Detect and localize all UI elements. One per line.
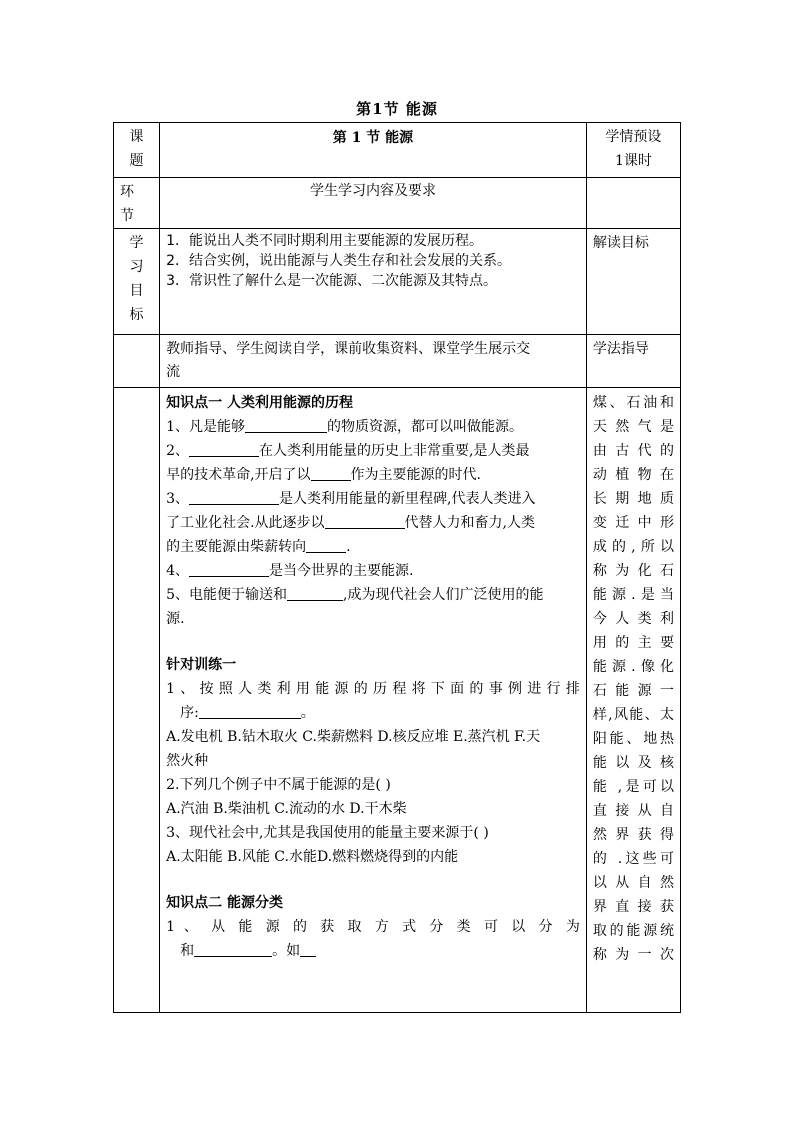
answer-blank[interactable] [194,940,272,957]
training-question-2: 2.下列几个例子中不属于能源的是( ) [166,777,391,793]
answer-blank[interactable] [311,464,351,481]
training-question-1: 1、按照人类利用能源的历程将下面的事例进行排 [166,681,580,697]
stage-label-line: 环 [120,184,134,200]
training-1-title: 针对训练一 [166,657,237,673]
goals-row [114,229,681,335]
teaching-method [160,335,587,388]
answer-blank[interactable] [189,560,269,577]
training-question-1-cont: 序: 。 [166,701,580,725]
section-row [114,178,681,229]
goals-label-cell [114,229,160,335]
knowledge-content [160,388,587,1013]
side-note-line: 用 的 主 要 [592,635,674,651]
answer-blank[interactable] [300,940,316,957]
side-note-line: 取的能源统 [592,923,674,939]
student-preset-label: 学情预设 [605,129,662,145]
side-note-line: 阳能、地热 [592,731,674,747]
answer-blank[interactable] [306,536,346,553]
answer-blank[interactable] [325,512,405,529]
goal-item: 3．常识性了解什么是一次能源、二次能源及其特点。 [166,273,497,289]
study-method-label: 学法指导 [586,335,680,388]
training-question-2-options: A.汽油 B.柴油机 C.流动的水 D.干木柴 [166,801,407,817]
training-question-3-options: A.太阳能 B.风能 C.水能D.燃料燃烧得到的内能 [166,849,459,865]
side-note-line: 能 ,是可以 [592,779,674,795]
document-title: 第1节 能源 [356,100,438,118]
side-note-line: 成的,所以 [592,539,674,555]
empty-cell [114,388,160,1013]
interpret-goals-label: 解读目标 [586,229,680,335]
side-note-fossil-energy [586,388,680,1013]
side-note-line: 的 .这些可 [592,851,674,867]
content-requirements-heading: 学生学习内容及要求 [160,178,587,229]
side-note-line: 能源.像化 [592,659,674,675]
side-note-line: 变 迁 中 形 [592,515,674,531]
method-row [114,335,681,388]
topic-label-line: 课 [129,129,144,145]
side-note-line: 煤、石油和 [592,395,674,411]
topic-label-line: 题 [129,153,144,169]
teaching-method-line: 流 [166,364,181,380]
kp2-question-1: 1 、 从 能 源 的 获 取 方 式 分 类 可 以 分 为 [166,919,580,935]
answer-blank[interactable] [189,488,279,505]
goal-item: 1．能说出人类不同时期利用主要能源的发展历程。 [166,233,483,249]
goals-label-line: 目 [129,283,144,299]
goals-label-line: 学 [129,235,144,251]
knowledge-point-2-title: 知识点二 能源分类 [166,895,283,911]
lesson-plan-table [113,122,681,1013]
side-note-line: 长 期 地 质 [592,491,674,507]
side-note-line: 称 为 一 次 [592,947,674,963]
stage-label-line: 节 [120,208,134,224]
empty-cell [114,335,160,388]
question-4: 4、 是当今世界的主要能源. [166,559,580,583]
training-question-1-options: A.发电机 B.钻木取火 C.柴薪燃料 D.核反应堆 E.蒸汽机 F.天 然火种 [166,729,541,769]
teaching-method-line: 教师指导、学生阅读自学，课前收集资料、课堂学生展示交 [166,341,531,357]
side-note-line: 能 以 及 核 [592,755,674,771]
empty-cell [586,178,680,229]
side-note-line: 石 能 源 一 [592,683,674,699]
side-note-line: 能源.是当 [592,587,674,603]
question-3: 3、 是人类利用能量的新里程碑,代表人类进入 了工业化社会.从此逐步以 代替人力和畜力,人类 的主要能源由柴薪转向 . [166,487,580,559]
question-2: 2、 在人类利用能量的历史上非常重要,是人类最 早的技术革命,开启了以 作为主要能源的时代. [166,439,580,487]
side-note-line: 样,风能、太 [592,707,674,723]
goals-label-line: 标 [129,307,144,323]
side-note-line: 动 植 物 在 [592,467,674,483]
side-note-line: 称 为 化 石 [592,563,674,579]
side-note-line: 以 从 自 然 [592,875,674,891]
content-row [114,388,681,1013]
goals-label-line: 习 [129,259,144,275]
side-note-line: 由 古 代 的 [592,443,674,459]
lesson-title: 第 1 节 能源 [160,123,587,178]
goal-item: 2．结合实例，说出能源与人类生存和社会发展的关系。 [166,253,511,269]
training-question-3: 3、现代社会中,尤其是我国使用的能量主要来源于( ) [166,825,489,841]
question-5: 5、电能便于输送和 ,成为现代社会人们广泛使用的能 源. [166,583,580,631]
answer-blank[interactable] [199,702,301,719]
side-note-line: 然 界 获 得 [592,827,674,843]
side-note-line: 直 接 从 自 [592,803,674,819]
kp2-question-1-cont: 和 。如 [166,939,580,963]
answer-blank[interactable] [287,584,343,601]
question-1: 1、凡是能够 的物质资源，都可以叫做能源。 [166,415,580,439]
answer-blank[interactable] [245,416,327,433]
header-row [114,123,681,178]
topic-label-cell [114,123,160,178]
answer-blank[interactable] [189,440,259,457]
side-note-line: 天 然 气 是 [592,419,674,435]
side-note-line: 今 人 类 利 [592,611,674,627]
class-hours: 1课时 [614,153,652,169]
side-note-line: 界 直 接 获 [592,899,674,915]
knowledge-point-1-title: 知识点一 人类利用能源的历程 [166,395,353,411]
stage-label-cell [114,178,160,229]
lesson-info-cell [586,123,680,178]
learning-goals [160,229,587,335]
